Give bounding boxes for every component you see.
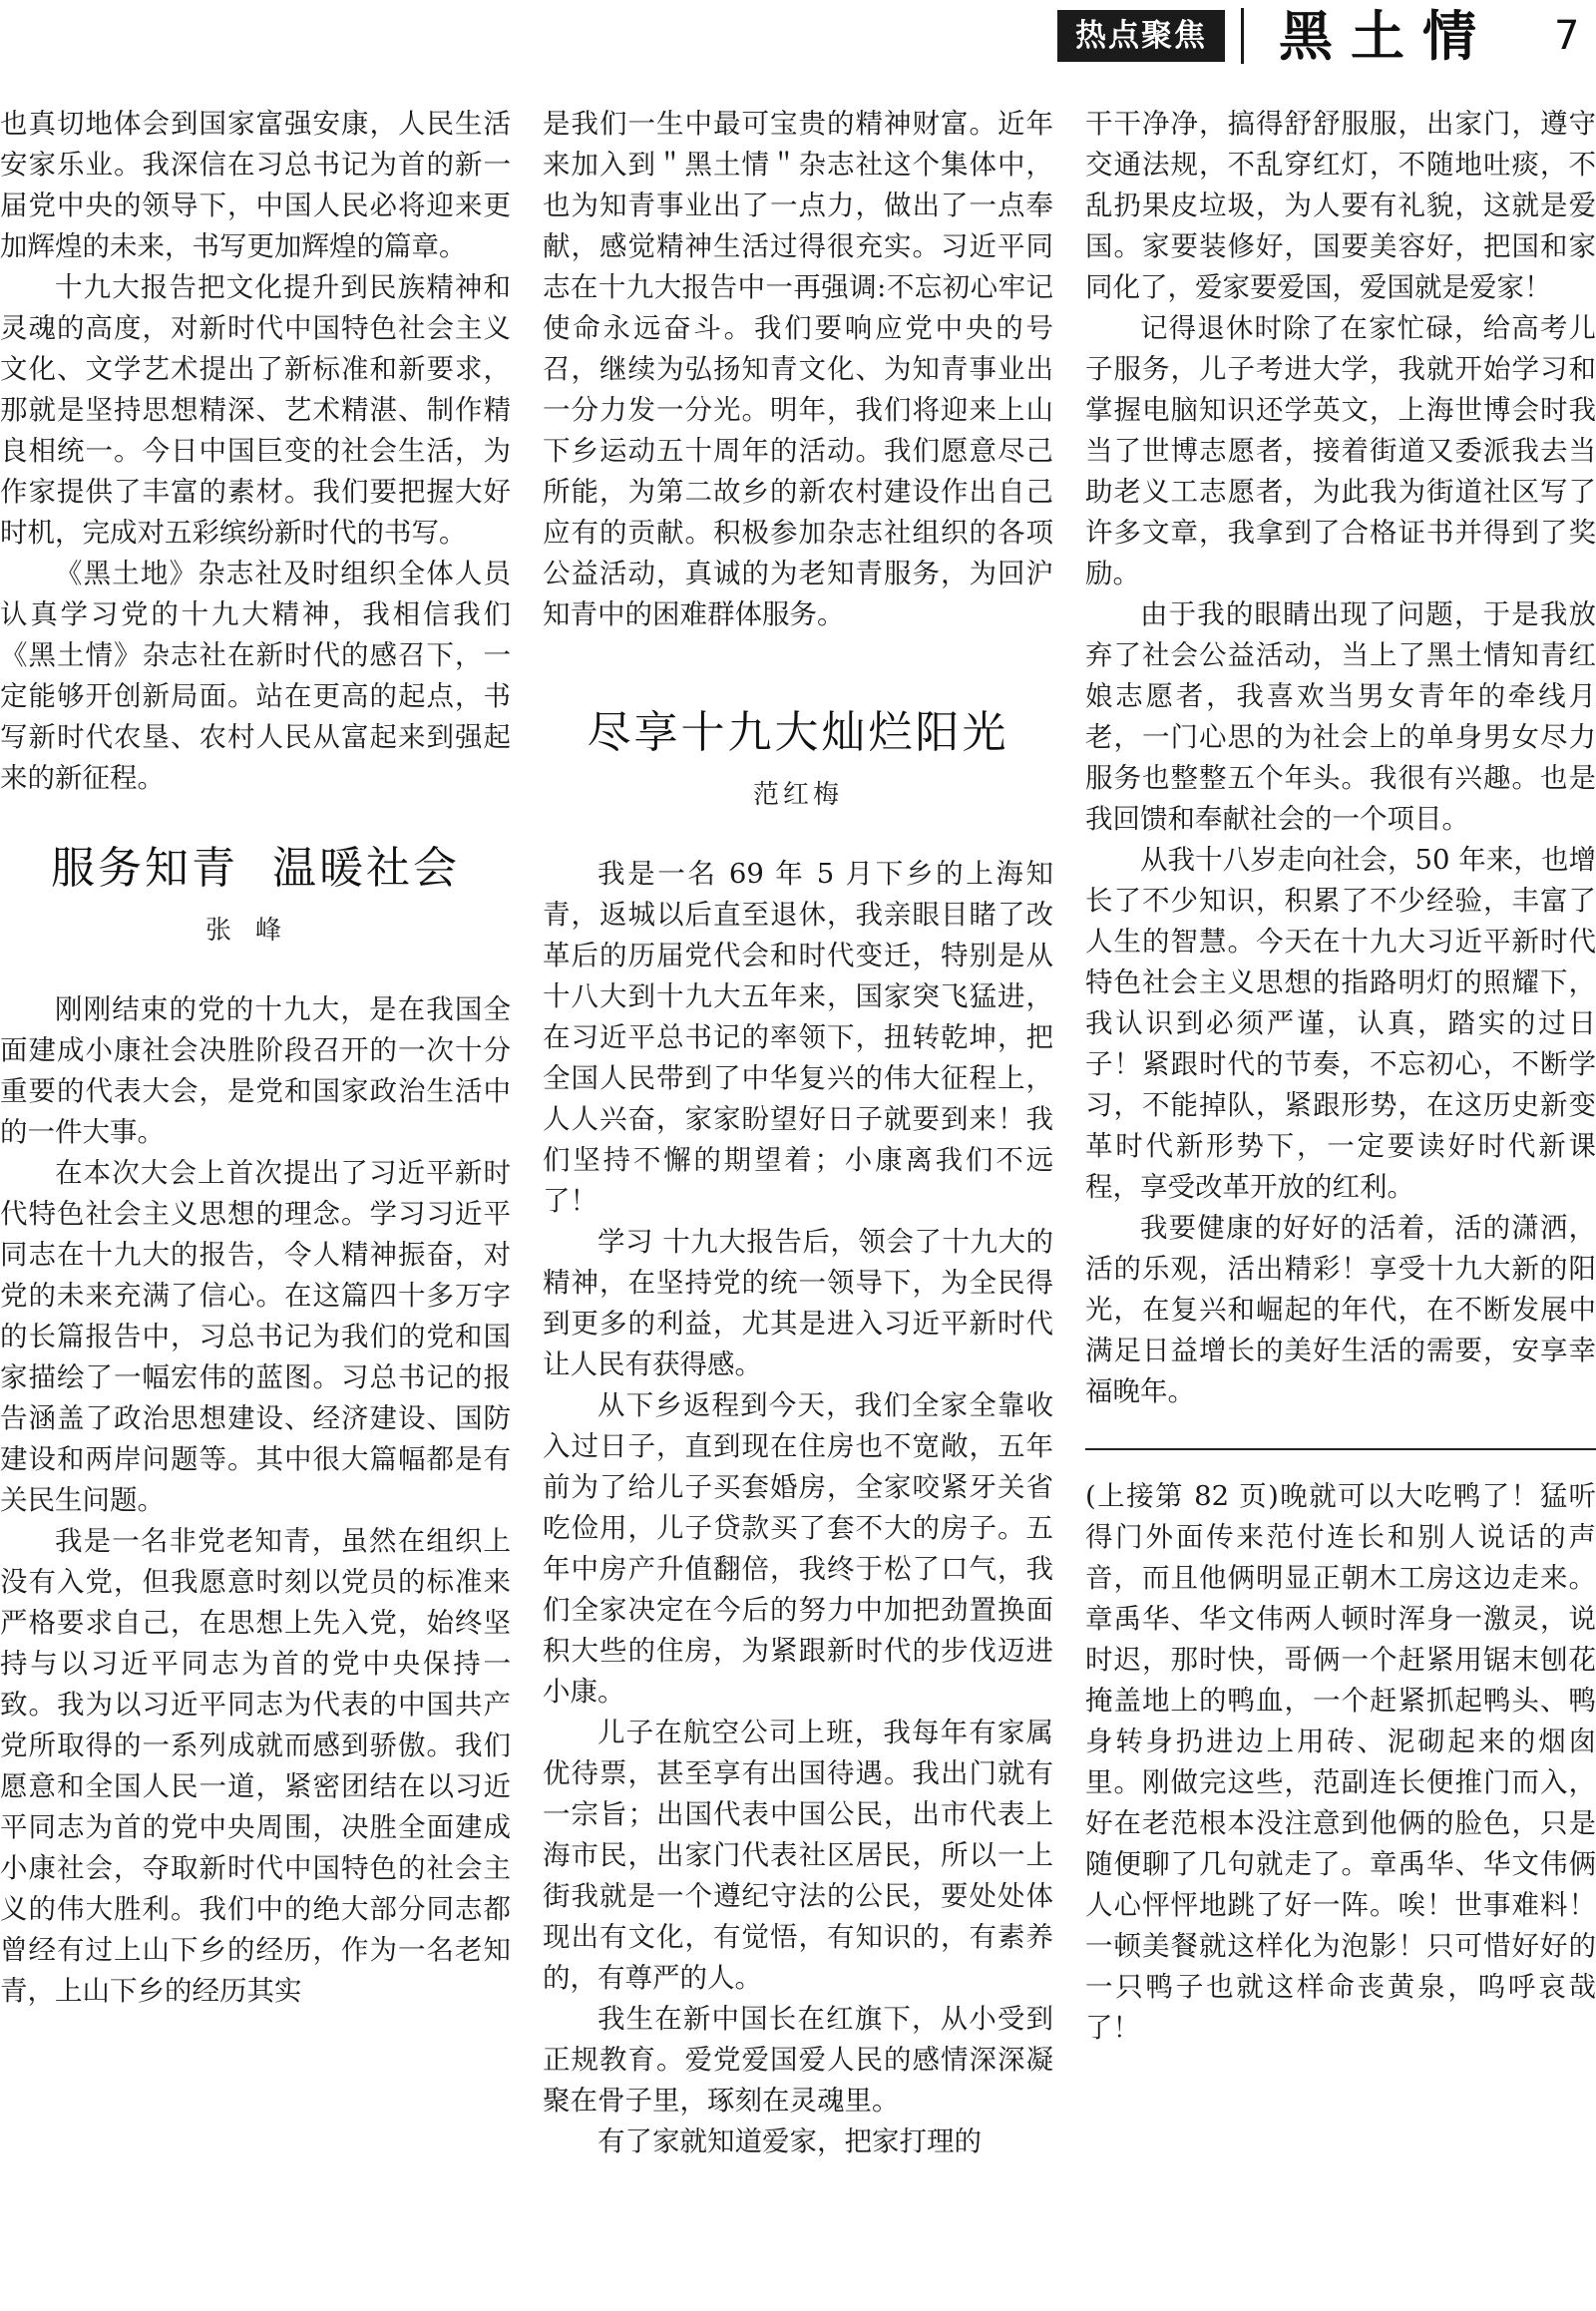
paragraph: 我是一名 69 年 5 月下乡的上海知青，返城以后直至退休，我亲眼目睹了改革后的历届党代会和时代变迁，特别是从十八大到十九大五年来，国家突飞猛进，在习近平总书记的率领下，扭转乾坤，把全国人民带到了中华复兴的伟大征程上，人人兴奋，家家盼望好日子就要到来！我们坚持不懈的期望着；小康离我们不远了！	[543, 858, 1053, 1217]
paragraph: 我生在新中国长在红旗下，从小受到正规教育。爱党爱国爱人民的感情深深凝聚在骨子里，琢刻在灵魂里。	[543, 2003, 1053, 2117]
paragraph: 也真切地体会到国家富强安康，人民生活安家乐业。我深信在习总书记为首的新一届党中央的领导下，中国人民必将迎来更加辉煌的未来，书写更加辉煌的篇章。	[0, 108, 511, 262]
paragraph: 是我们一生中最可宝贵的精神财富。近年来加入到＂黑土情＂杂志社这个集体中，也为知青事业出了一点力，做出了一点奉献，感觉精神生活过得很充实。习近平同志在十九大报告中一再强调:不忘初心牢记使命永远奋斗。我们要响应党中央的号召，继续为弘扬知青文化、为知青事业出一分力发一分光。明年，我们将迎来上山下乡运动五十周年的活动。我们愿意尽己所能，为第二故乡的新农村建设作出自己应有的贡献。积极参加杂志社组织的各项公益活动，真诚的为老知青服务，为回沪知青中的困难群体服务。	[543, 108, 1053, 630]
article-author: 张峰	[204, 916, 305, 946]
paragraph: 由于我的眼睛出现了问题，于是我放弃了社会公益活动，当上了黑土情知青红娘志愿者，我喜欢当男女青年的牵线月老，一门心思的为社会上的单身男女尽力服务也整整五个年头。我很有兴趣。也是我回馈和奉献社会的一个项目。	[1085, 598, 1596, 835]
paragraph: 从下乡返程到今天，我们全家全靠收入过日子，直到现在住房也不宽敞，五年前为了给儿子买套婚房，全家咬紧牙关省吃俭用，儿子贷款买了套不大的房子。五年中房产升值翻倍，我终于松了口气，我们全家决定在今后的努力中加把劲置换面积大些的住房，为紧跟新时代的步伐迈进小康。	[543, 1389, 1053, 1708]
column-2	[543, 104, 1053, 2162]
paragraph: 《黑土地》杂志社及时组织全体人员认真学习党的十九大精神，我相信我们《黑土情》杂志社在新时代的感召下，一定能够开创新局面。站在更高的起点，书写新时代农垦、农村人民从富起来到强起来的新征程。	[0, 558, 511, 794]
page-header	[0, 0, 1596, 76]
section-tag: 热点聚焦	[1057, 10, 1225, 62]
continued-story: (上接第 82 页)晚就可以大吃鸭了！猛听得门外面传来范付连长和别人说话的声音，而且他俩明显正朝木工房这边走来。章禹华、华文伟两人顿时浑身一激灵，说时迟，那时快，哥俩一个赶紧用锯末刨花掩盖地上的鸭血，一个赶紧抓起鸭头、鸭身转身扔进边上用砖、泥砌起来的烟囱里。刚做完这些，范副连长便推门而入，好在老范根本没注意到他俩的脸色，只是随便聊了几句就走了。章禹华、华文伟俩人心怦怦地跳了好一阵。唉！世事难料！一顿美餐就这样化为泡影！只可惜好好的一只鸭子也就这样命丧黄泉，呜呼哀哉了！	[1085, 1480, 1596, 2044]
paragraph: 学习 十九大报告后，领会了十九大的精神，在坚持党的统一领导下，为全民得到更多的利益，尤其是进入习近平新时代让人民有获得感。	[543, 1226, 1053, 1380]
column-1	[0, 104, 511, 2012]
article-author: 范红梅	[752, 780, 843, 810]
paragraph: 十九大报告把文化提升到民族精神和灵魂的高度，对新时代中国特色社会主义文化、文学艺术提出了新标准和新要求，那就是坚持思想精深、艺术精湛、制作精良相统一。今日中国巨变的社会生活，为作家提供了丰富的素材。我们要把握大好时机，完成对五彩缤纷新时代的书写。	[0, 271, 511, 549]
paragraph: 记得退休时除了在家忙碌，给高考儿子服务，儿子考进大学，我就开始学习和掌握电脑知识还学英文，上海世博会时我当了世博志愿者，接着街道又委派我去当助老义工志愿者，为此我为街道社区写了许多文章，我拿到了合格证书并得到了奖励。	[1085, 312, 1596, 589]
section-divider	[1085, 1448, 1596, 1450]
paragraph: 干干净净，搞得舒舒服服，出家门，遵守交通法规，不乱穿红灯，不随地吐痰，不乱扔果皮垃圾，为人要有礼貌，这就是爱国。家要装修好，国要美容好，把国和家同化了，爱家要爱国，爱国就是爱家！	[1085, 108, 1596, 303]
column-3	[1085, 104, 1596, 2049]
header-divider	[1241, 8, 1244, 64]
article-title: 尽享十九大灿烂阳光	[587, 707, 1009, 758]
paragraph: 我要健康的好好的活着，活的潇洒，活的乐观，活出精彩！享受十九大新的阳光，在复兴和崛起的年代，在不断发展中满足日益增长的美好生活的需要，安享幸福晚年。	[1085, 1212, 1596, 1407]
paragraph: 儿子在航空公司上班，我每年有家属优待票，甚至享有出国待遇。我出门就有一宗旨；出国代表中国公民，出市代表上海市民，出家门代表社区居民，所以一上街我就是一个遵纪守法的公民，要处处体现出有文化，有觉悟，有知识的，有素养的，有尊严的人。	[543, 1717, 1053, 1994]
paragraph: 我是一名非党老知青，虽然在组织上没有入党，但我愿意时刻以党员的标准来严格要求自己，在思想上先入党，始终坚持与以习近平同志为首的党中央保持一致。我为以习近平同志为代表的中国共产党所取得的一系列成就而感到骄傲。我们愿意和全国人民一道，紧密团结在以习近平同志为首的党中央周围，决胜全面建成小康社会，夺取新时代中国特色的社会主义的伟大胜利。我们中的绝大部分同志都曾经有过上山下乡的经历，作为一名老知青，上山下乡的经历其实	[0, 1525, 511, 2007]
paragraph: 刚刚结束的党的十九大，是在我国全面建成小康社会决胜阶段召开的一次十分重要的代表大会，是党和国家政治生活中的一件大事。	[0, 993, 511, 1148]
article-title: 服务知青 温暖社会	[51, 843, 460, 894]
page-number: 7	[1554, 13, 1580, 59]
paragraph: 在本次大会上首次提出了习近平新时代特色社会主义思想的理念。学习习近平同志在十九大的报告，令人精神振奋，对党的未来充满了信心。在这篇四十多万字的长篇报告中，习总书记为我们的党和国家描绘了一幅宏伟的蓝图。习总书记的报告涵盖了政治思想建设、经济建设、国防建设和两岸问题等。其中很大篇幅都是有关民生问题。	[0, 1157, 511, 1516]
paragraph: 有了家就知道爱家，把家打理的	[598, 2125, 982, 2157]
paragraph: 从我十八岁走向社会，50 年来，也增长了不少知识，积累了不少经验，丰富了人生的智慧。今天在十九大习近平新时代特色社会主义思想的指路明灯的照耀下，我认识到必须严谨，认真，踏实的过日子！紧跟时代的节奏，不忘初心，不断学习，不能掉队，紧跟形势，在这历史新变革时代新形势下，一定要读好时代新课程，享受改革开放的红利。	[1085, 844, 1596, 1203]
masthead-logo: 黑土情	[1279, 4, 1494, 68]
